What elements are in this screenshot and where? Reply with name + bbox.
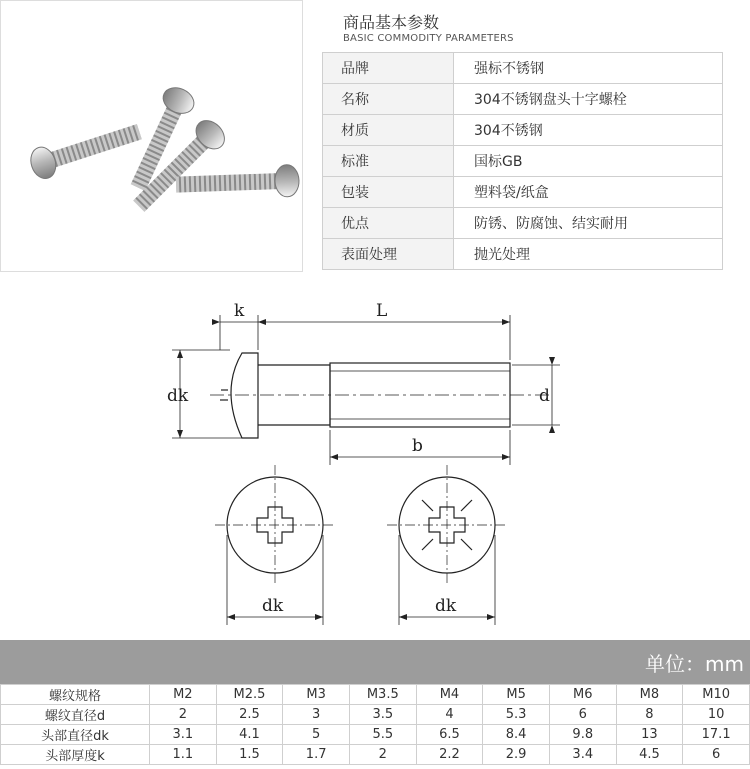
table-cell: 4.5	[616, 745, 683, 765]
param-key: 品牌	[323, 53, 454, 84]
table-cell: 5.5	[349, 725, 416, 745]
product-photo	[0, 0, 303, 272]
table-cell: M3.5	[349, 685, 416, 705]
section-title: 商品基本参数	[343, 13, 440, 32]
table-cell: M3	[283, 685, 350, 705]
table-cell: 5	[283, 725, 350, 745]
param-value: 304不锈钢	[454, 115, 723, 146]
table-cell: 2	[349, 745, 416, 765]
param-value: 抛光处理	[454, 239, 723, 270]
param-value: 塑料袋/纸盒	[454, 177, 723, 208]
table-cell: 6	[549, 705, 616, 725]
table-cell: 8.4	[483, 725, 550, 745]
table-cell: 3.4	[549, 745, 616, 765]
label-dk-left: dk	[262, 596, 284, 616]
param-value: 强标不锈钢	[454, 53, 723, 84]
param-key: 优点	[323, 208, 454, 239]
table-cell: 2	[150, 705, 217, 725]
label-d: d	[539, 386, 550, 406]
unit-label: 单位：mm	[645, 652, 744, 676]
table-row	[1, 685, 750, 705]
table-row	[1, 705, 750, 725]
label-dk-right: dk	[435, 596, 457, 616]
table-row	[323, 53, 723, 84]
table-cell: 3	[283, 705, 350, 725]
table-cell: 8	[616, 705, 683, 725]
table-cell: 3.5	[349, 705, 416, 725]
label-dk: dk	[167, 386, 189, 406]
screw-head-outline	[231, 353, 258, 438]
params-table	[322, 52, 723, 270]
param-key: 表面处理	[323, 239, 454, 270]
table-cell: M8	[616, 685, 683, 705]
table-cell: M4	[416, 685, 483, 705]
table-cell: 1.1	[150, 745, 217, 765]
table-cell: 9.8	[549, 725, 616, 745]
table-cell: 10	[683, 705, 750, 725]
table-row	[323, 239, 723, 270]
table-cell: M10	[683, 685, 750, 705]
label-L: L	[376, 301, 388, 321]
table-cell: 螺纹规格	[1, 685, 150, 705]
table-cell: 1.7	[283, 745, 350, 765]
param-key: 包装	[323, 177, 454, 208]
table-row	[323, 177, 723, 208]
table-cell: 螺纹直径d	[1, 705, 150, 725]
table-cell: 2.9	[483, 745, 550, 765]
table-cell: 4	[416, 705, 483, 725]
table-cell: M2	[150, 685, 217, 705]
label-b: b	[412, 436, 423, 456]
table-row	[1, 725, 750, 745]
table-cell: M5	[483, 685, 550, 705]
table-cell: 5.3	[483, 705, 550, 725]
param-key: 名称	[323, 84, 454, 115]
label-k: k	[234, 301, 245, 321]
table-cell: 2.2	[416, 745, 483, 765]
table-cell: 4.1	[216, 725, 283, 745]
table-row	[323, 146, 723, 177]
table-cell: 13	[616, 725, 683, 745]
unit-bar	[0, 640, 750, 684]
table-cell: 6	[683, 745, 750, 765]
table-cell: 头部直径dk	[1, 725, 150, 745]
spec-table	[0, 684, 750, 765]
table-cell: 2.5	[216, 705, 283, 725]
table-row	[323, 115, 723, 146]
screws-image	[1, 1, 304, 273]
param-key: 材质	[323, 115, 454, 146]
table-cell: 6.5	[416, 725, 483, 745]
param-value: 国标GB	[454, 146, 723, 177]
table-row	[323, 208, 723, 239]
table-cell: M2.5	[216, 685, 283, 705]
screw-dimension-diagram	[150, 295, 570, 635]
param-value: 304不锈钢盘头十字螺栓	[454, 84, 723, 115]
table-row	[1, 745, 750, 765]
param-value: 防锈、防腐蚀、结实耐用	[454, 208, 723, 239]
section-subtitle: BASIC COMMODITY PARAMETERS	[343, 33, 514, 44]
table-row	[323, 84, 723, 115]
table-cell: 3.1	[150, 725, 217, 745]
table-cell: M6	[549, 685, 616, 705]
table-cell: 头部厚度k	[1, 745, 150, 765]
param-key: 标准	[323, 146, 454, 177]
table-cell: 17.1	[683, 725, 750, 745]
table-cell: 1.5	[216, 745, 283, 765]
